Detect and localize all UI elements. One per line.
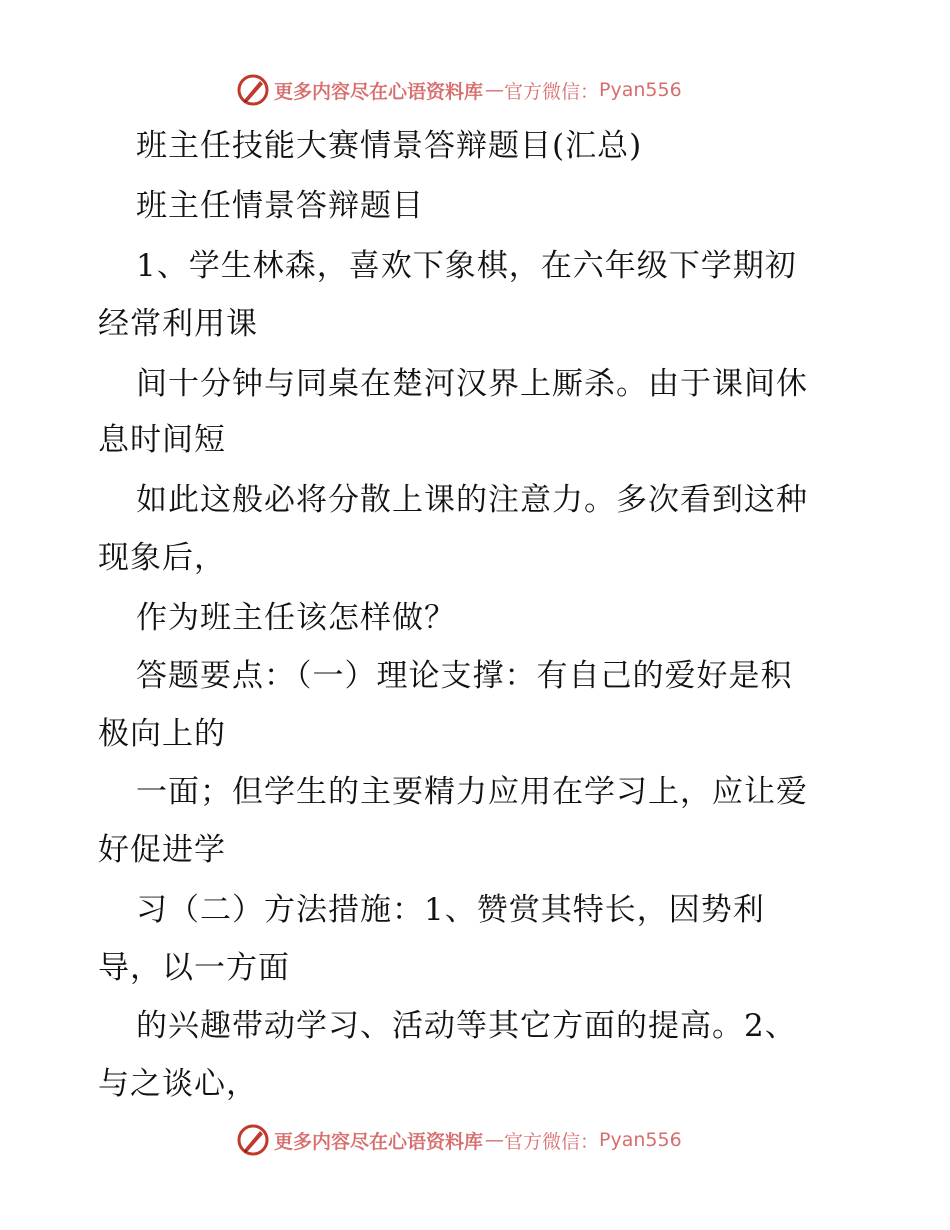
document-subtitle: 班主任情景答辩题目 xyxy=(136,188,424,224)
banner-wechat-label: 官方微信： xyxy=(504,80,600,103)
footer-banner xyxy=(236,1122,716,1158)
paragraph-line: 息时间短 xyxy=(98,422,226,458)
paragraph-line: 作为班主任该怎样做？ xyxy=(136,600,456,636)
banner-account: Pyan556 xyxy=(599,1129,682,1151)
paragraph-line: 间十分钟与同桌在楚河汉界上厮杀。由于课间休 xyxy=(136,366,808,402)
document-title: 班主任技能大赛情景答辩题目(汇总) xyxy=(136,128,643,164)
banner-separator: — xyxy=(485,1129,503,1151)
banner-account: Pyan556 xyxy=(599,79,682,101)
banner-main-text: 更多内容尽在心语资料库 xyxy=(274,80,484,103)
paragraph-line: 答题要点：（一）理论支撑：有自己的爱好是积 xyxy=(136,658,793,694)
paragraph-line: 经常利用课 xyxy=(98,306,258,342)
banner-separator: — xyxy=(485,79,503,101)
banner-main-text: 更多内容尽在心语资料库 xyxy=(274,1130,484,1153)
paragraph-line: 极向上的 xyxy=(98,716,226,752)
paragraph-line: 好促进学 xyxy=(98,832,226,868)
paragraph-line: 1、学生林森，喜欢下象棋，在六年级下学期初 xyxy=(136,248,797,284)
pen-logo-icon xyxy=(236,1123,270,1157)
banner-wechat-label: 官方微信： xyxy=(504,1130,600,1153)
paragraph-line: 的兴趣带动学习、活动等其它方面的提高。2、 xyxy=(136,1008,797,1044)
paragraph-line: 与之谈心， xyxy=(98,1066,258,1102)
paragraph-line: 导，以一方面 xyxy=(98,950,290,986)
paragraph-line: 如此这般必将分散上课的注意力。多次看到这种 xyxy=(136,482,808,518)
paragraph-line: 现象后， xyxy=(98,540,226,576)
paragraph-line: 习（二）方法措施：1、赞赏其特长，因势利 xyxy=(136,892,765,928)
paragraph-line: 一面；但学生的主要精力应用在学习上，应让爱 xyxy=(136,774,808,810)
